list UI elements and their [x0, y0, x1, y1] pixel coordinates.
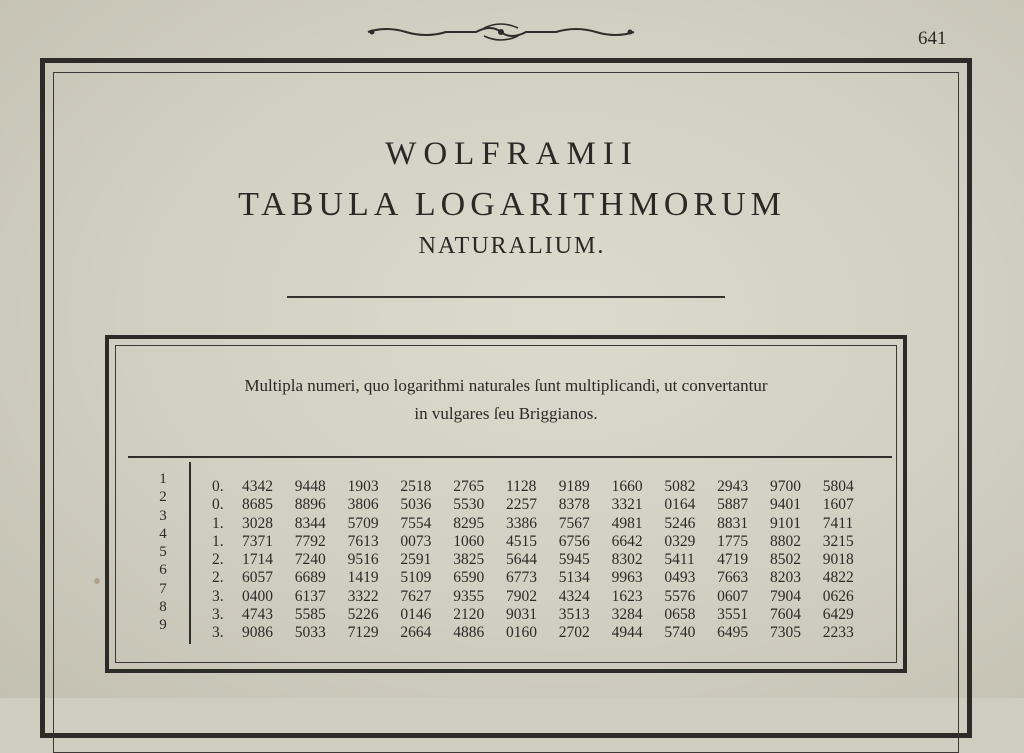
caption-line-2: in vulgares ſeu Briggianos. — [414, 404, 598, 423]
row-lead-digit: 2. — [212, 569, 224, 587]
digit-group: 3386 — [505, 514, 537, 532]
digit-group: 3321 — [611, 496, 643, 514]
digit-group: 1903 — [347, 478, 379, 495]
digit-group: 4743 — [242, 606, 273, 624]
digit-group: 5644 — [505, 551, 537, 569]
digit-group: 2702 — [558, 624, 590, 642]
index-cell: 8 — [159, 599, 167, 616]
index-cell: 4 — [159, 525, 167, 542]
index-cell: 6 — [159, 562, 167, 579]
digit-group: 2120 — [453, 606, 485, 624]
digit-group: 2233 — [822, 624, 854, 642]
row-lead-digit: 1. — [212, 514, 224, 532]
paper-stain — [94, 578, 100, 584]
digit-group: 3551 — [717, 606, 749, 624]
digit-group: 3825 — [453, 551, 485, 569]
digit-group: 5082 — [664, 478, 696, 495]
title-divider — [287, 296, 725, 298]
digit-group: 7371 — [242, 532, 273, 550]
table-row — [212, 551, 876, 569]
digit-group: 5411 — [664, 551, 695, 569]
digit-group: 6773 — [505, 569, 537, 587]
digit-group: 2664 — [400, 624, 432, 642]
digit-group: 4944 — [611, 624, 643, 642]
digit-group: 8896 — [294, 496, 326, 514]
digit-group: 2591 — [400, 551, 432, 569]
digit-group: 5109 — [400, 569, 432, 587]
digit-group: 3284 — [611, 606, 643, 624]
header-ornament-icon — [366, 22, 636, 42]
digit-group: 8685 — [242, 496, 273, 514]
caption-line-1: Multipla numeri, quo logarithmi naturales ſunt multiplicandi, ut convertantur — [244, 376, 768, 395]
digit-group: 5709 — [347, 514, 379, 532]
index-cell: 7 — [159, 580, 167, 597]
digit-group: 5036 — [400, 496, 432, 514]
digit-group: 8295 — [453, 514, 485, 532]
digit-group: 5134 — [558, 569, 590, 587]
page-number: 641 — [918, 28, 947, 49]
digit-group: 7792 — [294, 532, 326, 550]
digit-group: 0164 — [664, 496, 696, 514]
digit-group: 9516 — [347, 551, 379, 569]
digit-group: 0658 — [664, 606, 696, 624]
digit-group: 7627 — [400, 587, 432, 605]
digit-group: 1714 — [242, 551, 273, 569]
digit-group: 5740 — [664, 624, 696, 642]
digit-group: 4719 — [717, 551, 749, 569]
digit-group: 4822 — [822, 569, 854, 587]
digit-group: 7902 — [505, 587, 537, 605]
digit-group: 9189 — [558, 478, 590, 495]
digit-group: 9018 — [822, 551, 854, 569]
digit-group: 1623 — [611, 587, 643, 605]
index-cell: 3 — [159, 507, 167, 524]
digit-group: 7129 — [347, 624, 379, 642]
table-row — [212, 478, 876, 496]
digit-group: 5945 — [558, 551, 590, 569]
digit-group: 6495 — [717, 624, 749, 642]
digit-group: 7567 — [558, 514, 590, 532]
digit-group: 0073 — [400, 532, 432, 550]
digit-group: 1607 — [822, 496, 854, 514]
digit-group: 8378 — [558, 496, 590, 514]
table-caption — [120, 372, 892, 428]
row-lead-digit: 3. — [212, 624, 224, 642]
digit-group: 1775 — [717, 532, 749, 550]
digit-group: 0329 — [664, 532, 696, 550]
digit-group: 0607 — [717, 587, 749, 605]
digit-group: 2943 — [717, 478, 749, 495]
digit-group: 7411 — [822, 514, 854, 532]
row-lead-digit: 3. — [212, 587, 224, 605]
table-row — [212, 569, 876, 587]
digit-group: 6689 — [294, 569, 326, 587]
digit-group: 9401 — [769, 496, 801, 514]
table-row — [212, 624, 876, 642]
digit-group: 6642 — [611, 532, 643, 550]
digit-group: 6137 — [294, 587, 326, 605]
digit-group: 1060 — [453, 532, 485, 550]
digit-group: 1419 — [347, 569, 379, 587]
digit-group: 4342 — [242, 478, 273, 495]
index-column — [150, 470, 176, 635]
digit-group: 1128 — [505, 478, 537, 495]
row-lead-digit: 2. — [212, 551, 224, 569]
index-cell: 1 — [159, 471, 167, 487]
digit-group: 7305 — [769, 624, 801, 642]
row-lead-digit: 0. — [212, 496, 224, 514]
digit-group: 0493 — [664, 569, 696, 587]
digit-group: 5530 — [453, 496, 485, 514]
digit-group: 0626 — [822, 587, 854, 605]
digit-group: 0160 — [505, 624, 537, 642]
index-cell: 5 — [159, 544, 167, 561]
digit-group: 3322 — [347, 587, 379, 605]
digit-group: 8203 — [769, 569, 801, 587]
digit-group: 8831 — [717, 514, 749, 532]
digit-group: 5804 — [822, 478, 854, 495]
digit-group: 6429 — [822, 606, 854, 624]
digit-group: 9963 — [611, 569, 643, 587]
digit-group: 4981 — [611, 514, 643, 532]
digit-group: 8502 — [769, 551, 801, 569]
digit-group: 9355 — [453, 587, 485, 605]
digit-group: 9031 — [505, 606, 537, 624]
digit-group: 9700 — [769, 478, 801, 495]
digit-group: 5585 — [294, 606, 326, 624]
digit-group: 2257 — [505, 496, 537, 514]
digit-group: 7613 — [347, 532, 379, 550]
digit-group: 4515 — [505, 532, 537, 550]
digit-group: 0146 — [400, 606, 432, 624]
table-row — [212, 533, 876, 551]
caption-divider — [128, 456, 892, 458]
digit-group: 7554 — [400, 514, 432, 532]
digit-group: 5887 — [717, 496, 749, 514]
table-row — [212, 515, 876, 533]
digit-group: 0400 — [242, 587, 273, 605]
digit-group: 9101 — [769, 514, 801, 532]
digit-group: 1660 — [611, 478, 643, 495]
digit-group: 5576 — [664, 587, 696, 605]
row-lead-digit: 0. — [212, 478, 224, 495]
table-row — [212, 606, 876, 624]
table-row — [212, 496, 876, 514]
digit-group: 4324 — [558, 587, 590, 605]
digit-group: 4886 — [453, 624, 485, 642]
digit-group: 7904 — [769, 587, 801, 605]
digit-group: 6590 — [453, 569, 485, 587]
digit-group: 3513 — [558, 606, 590, 624]
digit-group: 3215 — [822, 532, 854, 550]
digit-group: 3806 — [347, 496, 379, 514]
digit-group: 8302 — [611, 551, 643, 569]
index-column-divider — [189, 462, 191, 644]
digit-group: 3028 — [242, 514, 273, 532]
digit-group: 7663 — [717, 569, 749, 587]
digit-group: 5033 — [294, 624, 326, 642]
row-lead-digit: 3. — [212, 606, 224, 624]
digit-group: 9086 — [242, 624, 273, 642]
logarithm-table-rows — [212, 478, 876, 643]
digit-group: 5246 — [664, 514, 696, 532]
digit-group: 5226 — [347, 606, 379, 624]
digit-group: 6057 — [242, 569, 273, 587]
digit-group: 9448 — [294, 478, 326, 495]
title-line-2: TABULA LOGARITHMORUM — [238, 186, 786, 223]
digit-group: 2765 — [453, 478, 485, 495]
title-line-3: NATURALIUM. — [418, 233, 606, 259]
index-cell: 9 — [159, 617, 167, 634]
digit-group: 7604 — [769, 606, 801, 624]
title-line-1: WOLFRAMII — [385, 136, 639, 172]
digit-group: 8344 — [294, 514, 326, 532]
digit-group: 7240 — [294, 551, 326, 569]
row-lead-digit: 1. — [212, 532, 224, 550]
index-cell: 2 — [159, 489, 167, 506]
digit-group: 2518 — [400, 478, 432, 495]
digit-group: 8802 — [769, 532, 801, 550]
digit-group: 6756 — [558, 532, 590, 550]
table-row — [212, 588, 876, 606]
